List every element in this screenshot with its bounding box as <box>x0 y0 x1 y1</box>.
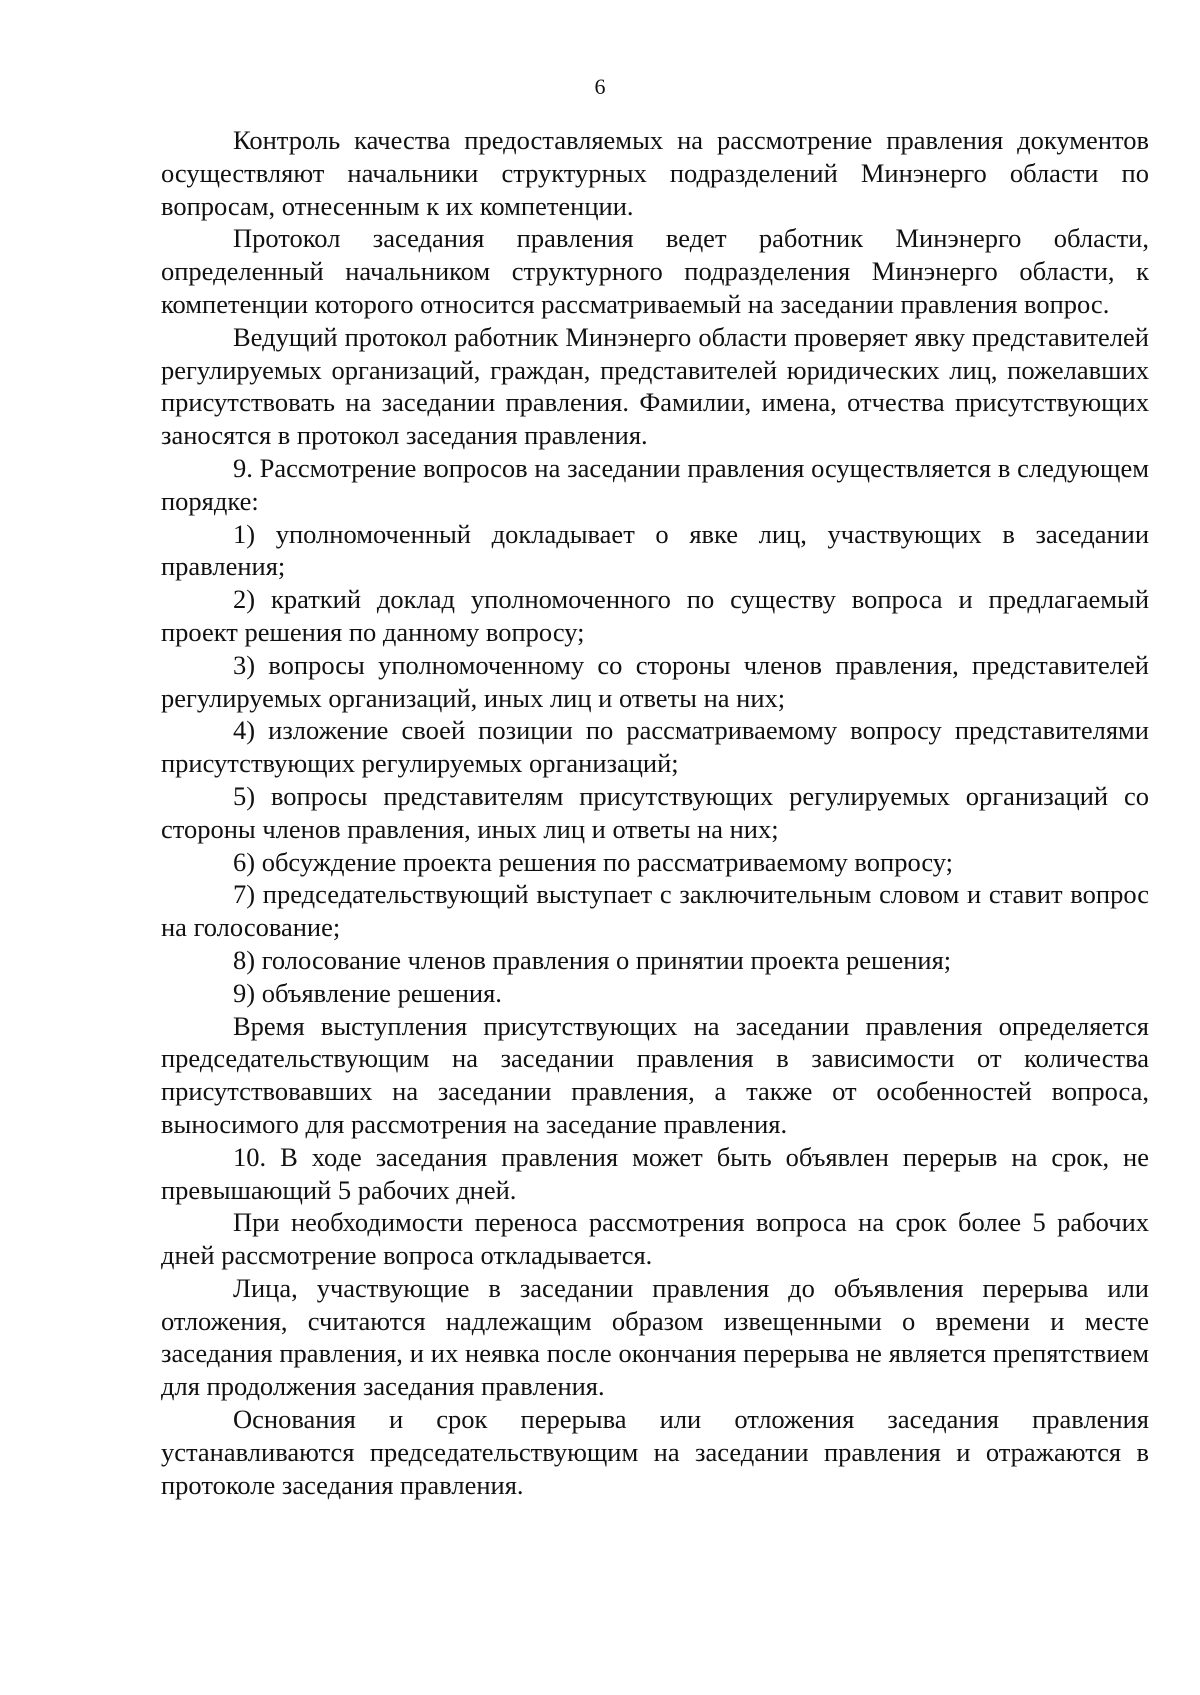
paragraph: Протокол заседания правления ведет работник Минэнерго области, определенный начальником структурного подразделения Минэнерго области, к компетенции которого относится рассматриваемый на заседании правления вопрос. <box>161 223 1149 319</box>
list-item: 3) вопросы уполномоченному со стороны членов правления, представителей регулируемых организаций, иных лиц и ответы на них; <box>161 649 1149 713</box>
list-item: 2) краткий доклад уполномоченного по существу вопроса и предлагаемый проект решения по данному вопросу; <box>161 584 1149 647</box>
list-item: 5) вопросы представителям присутствующих регулируемых организаций со стороны членов правления, иных лиц и ответы на них; <box>161 780 1149 844</box>
list-item: 1) уполномоченный докладывает о явке лиц, участвующих в заседании правления; <box>161 518 1149 582</box>
paragraph: 10. В ходе заседания правления может быть объявлен перерыв на срок, не превышающий 5 рабочих дней. <box>161 1141 1149 1205</box>
list-item: 9) объявление решения. <box>233 977 502 1008</box>
list-item: 4) изложение своей позиции по рассматриваемому вопросу представителями присутствующих регулируемых организаций; <box>161 715 1149 779</box>
list-item: 6) обсуждение проекта решения по рассматриваемому вопросу; <box>233 846 954 877</box>
paragraph: 9. Рассмотрение вопросов на заседании правления осуществляется в следующем порядке: <box>161 452 1149 516</box>
paragraph: Ведущий протокол работник Минэнерго области проверяет явку представителей регулируемых организаций, граждан, представителей юридических лиц, пожелавших присутствовать на заседании правления. Фамилии, имена, отчества присутствующих заносятся в протокол заседания правления. <box>161 321 1149 451</box>
list-item: 7) председательствующий выступает с заключительным словом и ставит вопрос на голосование; <box>161 879 1149 943</box>
paragraph: При необходимости переноса рассмотрения вопроса на срок более 5 рабочих дней рассмотрение вопроса откладывается. <box>161 1207 1149 1271</box>
paragraph: Контроль качества предоставляемых на рассмотрение правления документов осуществляют начальники структурных подразделений Минэнерго области по вопросам, отнесенным к их компетенции. <box>161 125 1149 221</box>
paragraph: Время выступления присутствующих на заседании правления определяется председательствующим на заседании правления в зависимости от количества присутствовавших на заседании правления, а также от особенностей вопроса, выносимого для рассмотрения на заседание правления. <box>161 1010 1149 1139</box>
list-item: 8) голосование членов правления о принятии проекта решения; <box>233 944 952 975</box>
paragraph: Основания и срок перерыва или отложения заседания правления устанавливаются председательствующим на заседании правления и отражаются в протоколе заседания правления. <box>161 1404 1149 1500</box>
document-body <box>161 124 1149 1501</box>
page-number: 6 <box>594 74 606 99</box>
paragraph: Лица, участвующие в заседании правления до объявления перерыва или отложения, считаются надлежащим образом извещенными о времени и месте заседания правления, и их неявка после окончания перерыва не является препятствием для продолжения заседания правления. <box>161 1272 1149 1402</box>
